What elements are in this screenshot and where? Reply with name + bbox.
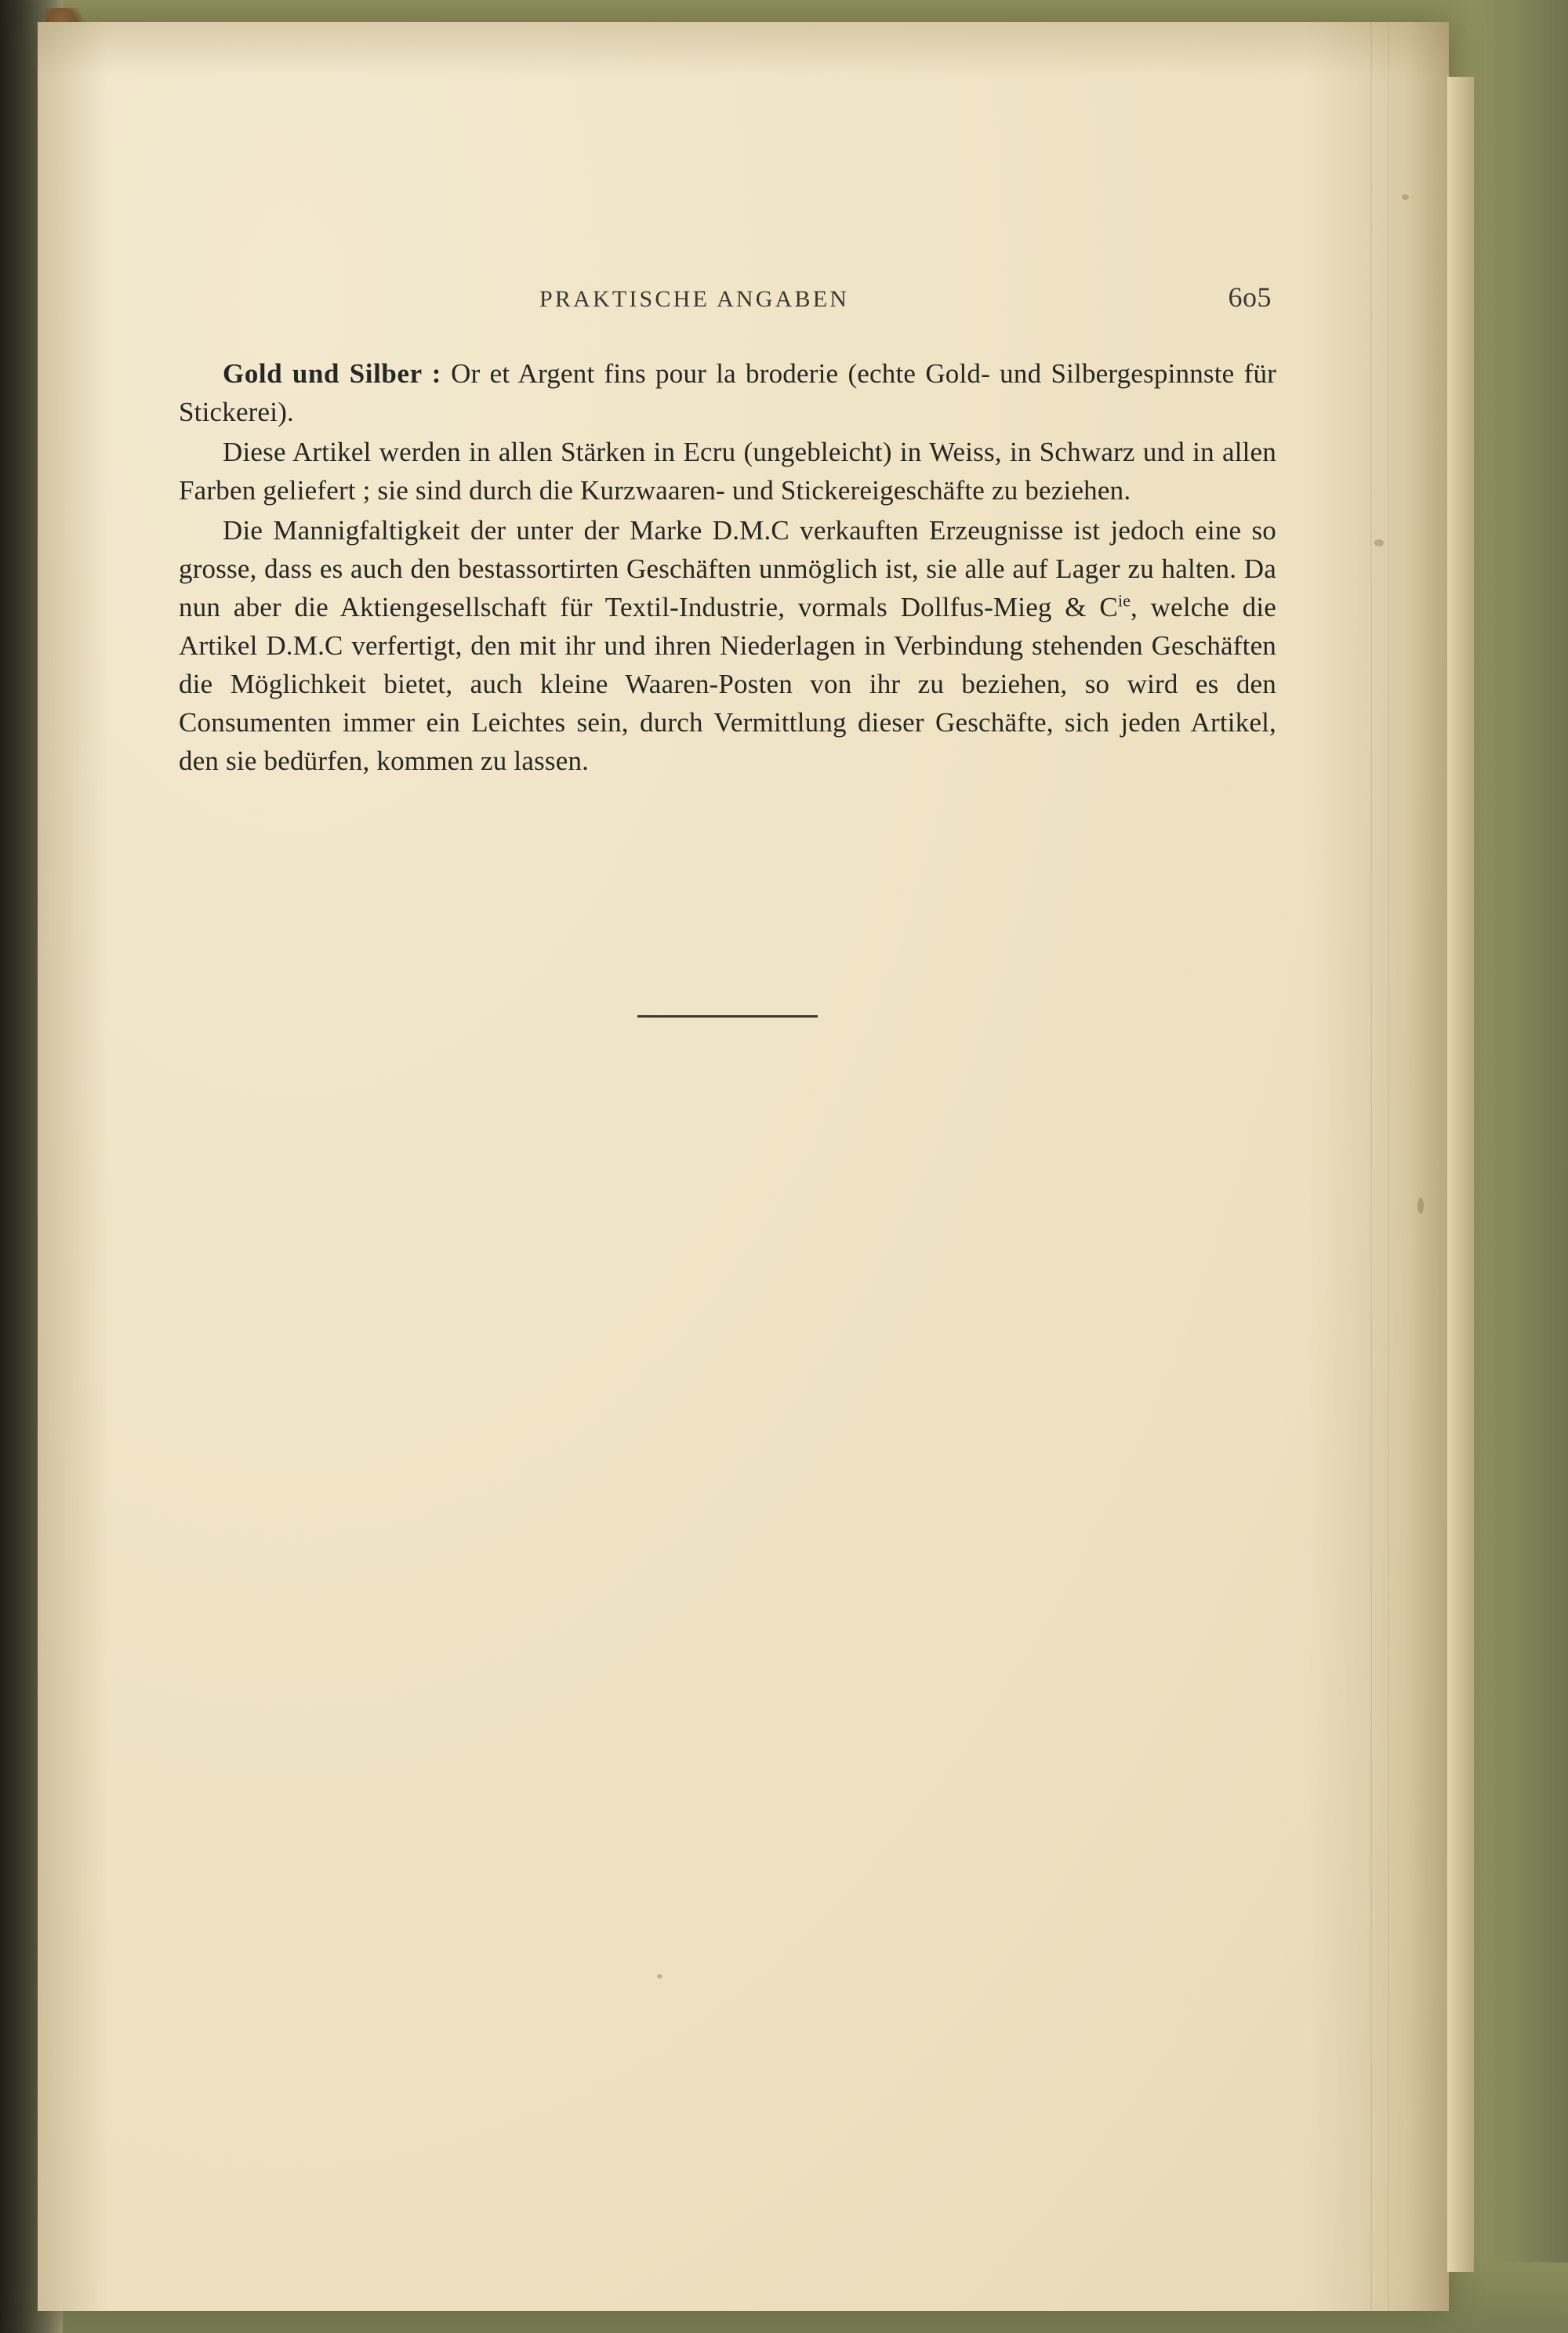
paragraph-gold-und-silber (179, 354, 1276, 431)
running-head-title: PRAKTISCHE ANGABEN (539, 286, 850, 312)
scan-streak (1370, 22, 1372, 2311)
paper-shade-left (38, 22, 108, 2311)
paper-fleck (1402, 194, 1409, 200)
paragraph-mannigfaltigkeit (179, 511, 1276, 780)
paper-shade-right (1308, 22, 1449, 2311)
running-header (179, 281, 1276, 314)
paper-fleck (1374, 539, 1384, 546)
underlying-page-edge (1447, 77, 1474, 2272)
superscript-ie: ie (1117, 591, 1131, 611)
paragraph-body-part-2: , welche die Artikel D.M.C verfertigt, den mit ihr und ihren Niederlagen in Verbindung stehenden Geschäften die Möglichkeit bietet, auch kleine Waaren-Posten von ihr zu beziehen, so wird es den Consumenten immer ein Leichtes sein, durch Vermittlung dieser Geschäfte, sich jeden Artikel, den sie bedürfen, kommen zu lassen. (179, 592, 1277, 776)
page-number: 6o5 (1228, 281, 1272, 313)
paragraph-body-part-1: Die Mannigfaltigkeit der unter der Marke D.M.C verkauften Erzeugnisse ist jedoch eine so grosse, dass es auch den bestassortirten Geschäften unmöglich ist, sie alle auf Lager zu halten. Da nun aber die Aktiengesellschaft für Textil-Industrie, vormals Dollfus-Mieg & C (179, 515, 1276, 622)
paragraph-lead-in: Gold und Silber : (223, 358, 441, 389)
paper-leaf (38, 22, 1449, 2311)
paragraph-diese-artikel: Diese Artikel werden in allen Stärken in Ecru (ungebleicht) in Weiss, in Schwarz und in allen Farben geliefert ; sie sind durch die Kurzwaaren- und Stickereigeschäfte zu beziehen. (179, 437, 1276, 506)
paper-fleck (657, 1974, 662, 1979)
paragraph-body: Or et Argent fins pour la broderie (echte Gold- und Silbergespinnste für Stickerei). (179, 358, 1276, 427)
scan-streak (1388, 22, 1389, 2311)
book-cover-right-edge (1474, 0, 1568, 2333)
paper-fleck (1417, 1198, 1424, 1214)
paper-shade-top (38, 22, 1449, 77)
section-divider-rule (637, 1015, 818, 1018)
text-block (179, 281, 1276, 1018)
